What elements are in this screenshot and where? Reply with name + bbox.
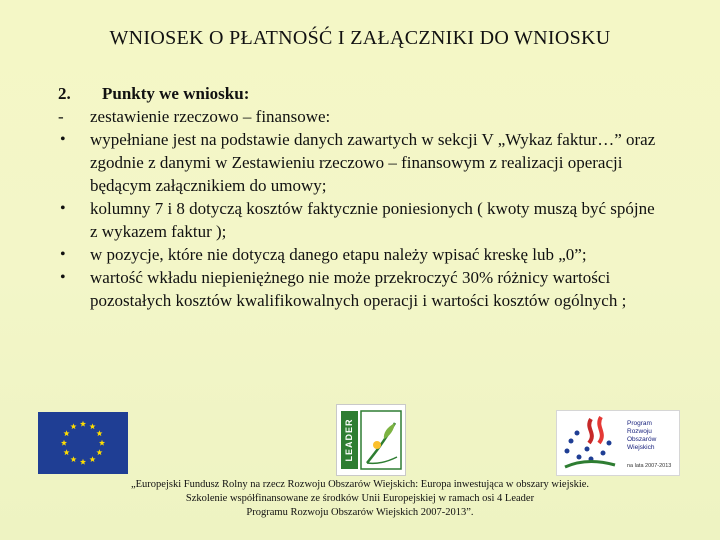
eu-star (89, 423, 95, 429)
eu-star (80, 459, 86, 465)
prow-text-line4: Wiejskich (627, 444, 655, 451)
bullet-text: wartość wkładu niepieniężnego nie może przekroczyć 30% różnicy wartości pozostałych kosztów kwalifikowalnych operacji i wartości kosztów ogólnych ; (90, 268, 627, 310)
eu-star (96, 430, 102, 436)
bullet-item (58, 197, 658, 243)
bullet-marker: • (60, 131, 66, 148)
eu-star (96, 449, 102, 455)
bullet-marker: • (60, 200, 66, 217)
eu-flag-logo (38, 412, 128, 474)
prow-logo (556, 410, 680, 476)
leader-logo (336, 404, 406, 476)
bullet-text: kolumny 7 i 8 dotyczą kosztów faktycznie poniesionych ( kwoty muszą być spójne z wykazem faktur ); (90, 199, 655, 241)
leader-text: LEADER (343, 418, 354, 462)
prow-text-line1: Program (627, 420, 652, 427)
eu-star (64, 449, 70, 455)
eu-star (99, 440, 105, 446)
bullet-marker: • (60, 246, 66, 263)
slide-content (58, 82, 658, 312)
footer (60, 478, 660, 520)
bullet-item (58, 266, 658, 312)
prow-text-line3: Obszarów (627, 436, 657, 443)
eu-star (70, 456, 76, 462)
eu-star (80, 421, 86, 427)
section-number: 2. (58, 84, 71, 103)
bullet-text: w pozycje, które nie dotyczą danego etapu należy wpisać kreskę lub „0”; (90, 245, 587, 264)
eu-star (89, 456, 95, 462)
dash-marker: - (58, 107, 64, 126)
footer-line-2: Szkolenie współfinansowane ze środków Unii Europejskiej w ramach osi 4 Leader (185, 493, 535, 504)
bullet-marker: • (60, 269, 66, 286)
prow-text-line2: Rozwoju (627, 428, 652, 435)
prow-years: na lata 2007-2013 (627, 463, 672, 469)
eu-star (64, 430, 70, 436)
bullet-item (58, 128, 658, 197)
section-heading (58, 82, 658, 105)
slide-title: WNIOSEK O PŁATNOŚĆ I ZAŁĄCZNIKI DO WNIOSKU (109, 27, 611, 49)
dash-item (58, 105, 658, 128)
bullet-text: wypełniane jest na podstawie danych zawartych w sekcji V „Wykaz faktur…” oraz zgodnie z danymi w Zestawieniu rzeczowo – finansowym z realizacji operacji będącym załącznikiem do umowy; (90, 130, 656, 195)
eu-star (70, 423, 76, 429)
footer-line-3: Programu Rozwoju Obszarów Wiejskich 2007-2013”. (246, 507, 474, 518)
eu-stars-icon (38, 412, 128, 474)
dash-item-text: zestawienie rzeczowo – finansowe: (90, 107, 331, 126)
section-heading-text: Punkty we wniosku: (102, 84, 250, 103)
logo-strip (0, 404, 720, 476)
prow-logo-icon (557, 411, 679, 475)
leader-logo-icon (337, 405, 405, 475)
footer-line-1: „Europejski Fundusz Rolny na rzecz Rozwoju Obszarów Wiejskich: Europa inwestująca w obszary wiejskie. (130, 479, 590, 490)
bullet-item (58, 243, 658, 266)
eu-star (61, 440, 67, 446)
